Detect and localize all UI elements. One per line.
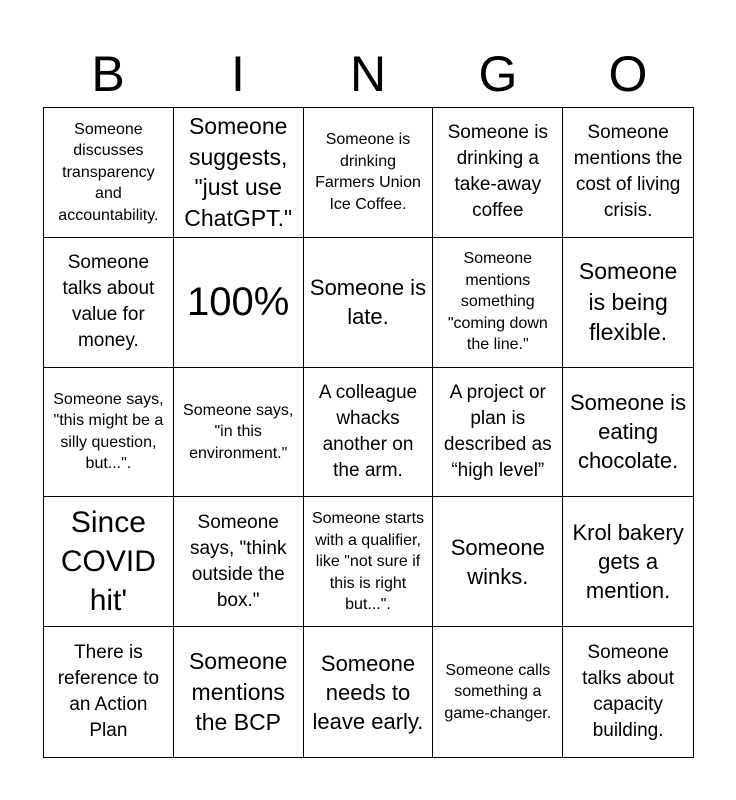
header-letter-g: G [478, 46, 518, 102]
bingo-cell-text: Someone winks. [450, 534, 545, 589]
bingo-cell-text: Someone starts with a qualifier, like "not sure if this is right but...". [311, 510, 425, 614]
bingo-cell[interactable] [433, 497, 563, 627]
bingo-cell-text: Someone says, "this might be a silly question, but...". [53, 390, 164, 473]
header-letter-i: I [231, 46, 245, 102]
bingo-cell[interactable] [174, 108, 304, 238]
bingo-cell[interactable] [304, 497, 434, 627]
bingo-cell[interactable] [563, 238, 693, 368]
bingo-cell[interactable] [563, 627, 693, 757]
bingo-cell-text: Someone mentions the BCP [188, 648, 288, 736]
bingo-cell[interactable] [174, 238, 304, 368]
bingo-cell-text: A project or plan is described as “high level” [443, 381, 552, 481]
bingo-cell-text: Someone talks about value for money. [62, 252, 155, 352]
bingo-cell-text: There is reference to an Action Plan [57, 642, 160, 742]
bingo-cell-text: Someone is late. [309, 275, 427, 330]
bingo-cell-text: Someone says, "think outside the box." [189, 511, 287, 611]
bingo-cell-text: Someone mentions the cost of living crisis. [573, 122, 683, 222]
bingo-cell-text: Someone is drinking a take-away coffee [447, 122, 548, 222]
bingo-cell-text: 100% [187, 280, 290, 325]
bingo-cell[interactable] [44, 627, 174, 757]
bingo-cell[interactable] [44, 108, 174, 238]
bingo-cell[interactable] [174, 368, 304, 498]
bingo-cell[interactable] [433, 108, 563, 238]
bingo-cell[interactable] [304, 368, 434, 498]
bingo-cell[interactable] [44, 497, 174, 627]
bingo-cell-text: Someone is eating chocolate. [570, 390, 687, 474]
bingo-cell-text: Someone talks about capacity building. [582, 642, 675, 742]
bingo-cell[interactable] [174, 627, 304, 757]
bingo-cell[interactable] [304, 108, 434, 238]
header-letter-n: N [349, 46, 387, 102]
bingo-cell-text: Someone calls something a game-changer. [444, 661, 552, 722]
header-letter-b: B [91, 46, 125, 102]
bingo-cell[interactable] [304, 238, 434, 368]
bingo-cell-text: Someone discusses transparency and accountability. [58, 120, 159, 224]
bingo-cell-text: Since COVID hit' [60, 506, 156, 618]
bingo-cell[interactable] [433, 368, 563, 498]
bingo-cell[interactable] [44, 238, 174, 368]
bingo-cell[interactable] [563, 497, 693, 627]
bingo-cell-text: Someone mentions something "coming down the line." [447, 250, 548, 354]
bingo-cell-text: Krol bakery gets a mention. [572, 520, 684, 604]
bingo-cell-text: A colleague whacks another on the arm. [318, 381, 418, 481]
bingo-cell[interactable] [563, 108, 693, 238]
bingo-cell[interactable] [174, 497, 304, 627]
bingo-card [43, 107, 694, 758]
bingo-header [43, 40, 693, 108]
bingo-cell[interactable] [44, 368, 174, 498]
bingo-cell[interactable] [433, 238, 563, 368]
bingo-cell-text: Someone suggests, "just use ChatGPT." [184, 113, 293, 231]
bingo-cell-text: Someone is drinking Farmers Union Ice Coffee. [315, 131, 421, 213]
bingo-cell[interactable] [563, 368, 693, 498]
bingo-cell-text: Someone says, "in this environment." [183, 401, 294, 462]
bingo-cell[interactable] [433, 627, 563, 757]
bingo-cell-text: Someone needs to leave early. [312, 650, 424, 734]
bingo-cell[interactable] [304, 627, 434, 757]
header-letter-o: O [608, 46, 648, 102]
bingo-cell-text: Someone is being flexible. [578, 258, 678, 346]
